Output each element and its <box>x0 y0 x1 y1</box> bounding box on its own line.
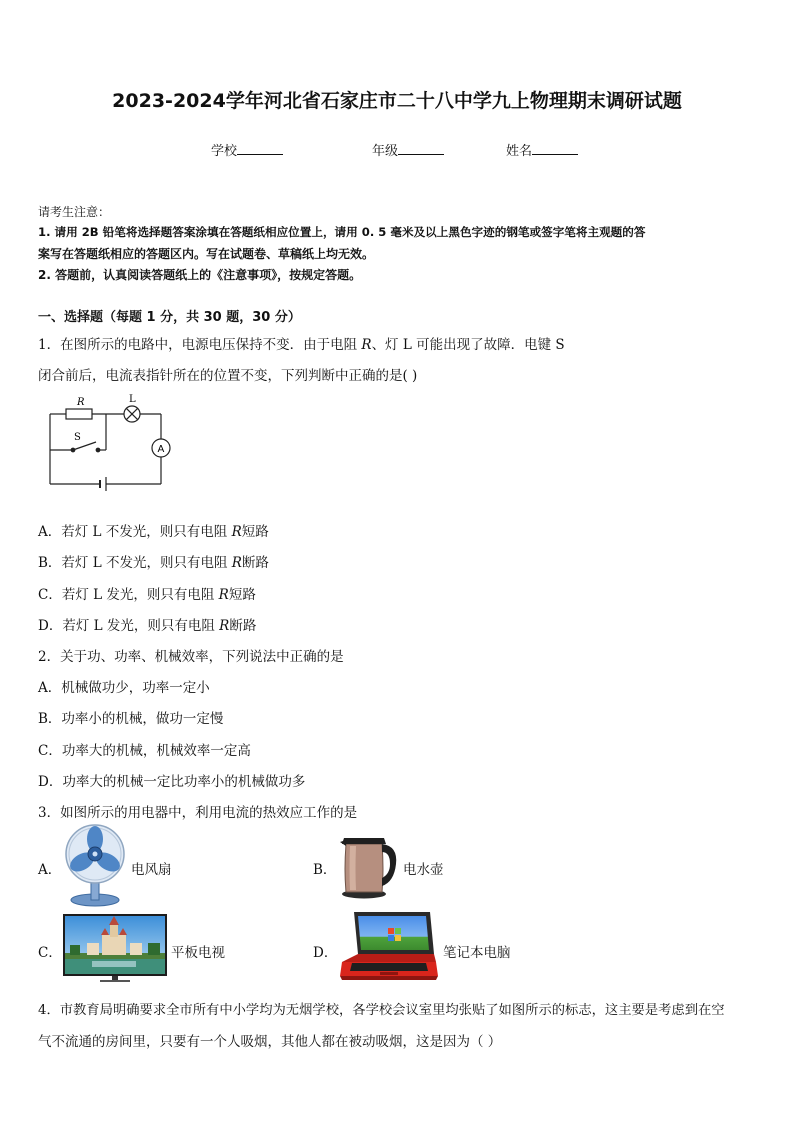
q1-option-c <box>38 583 256 603</box>
q3-option-d-letter: D． <box>313 945 338 961</box>
q2-option-b: B．功率小的机械，做功一定慢 <box>38 711 224 727</box>
school-field <box>211 140 283 159</box>
lamp-label: L <box>129 394 136 405</box>
ammeter-label: A <box>157 444 165 455</box>
q3-option-b-label: 电水壶 <box>403 862 444 878</box>
switch-label: S <box>74 432 81 443</box>
q1-option-d <box>38 614 256 634</box>
electric-fan-image <box>62 824 128 908</box>
q1-option-d-end: 断路 <box>229 618 257 634</box>
q1-stem-line2: 闭合前后，电流表指针所在的位置不变，下列判断中正确的是( ) <box>38 368 418 384</box>
q4-stem-line1: 4．市教育局明确要求全市所有中小学均为无烟学校，各学校会议室里均张贴了如图所示的标志，这主要是考虑到在空 <box>38 1003 725 1018</box>
q4-stem-line2: 气不流通的房间里，只要有一个人吸烟，其他人都在被动吸烟，这是因为（ ） <box>38 1034 502 1050</box>
exam-title: 2023-2024学年河北省石家庄市二十八中学九上物理期末调研试题 <box>112 90 682 112</box>
resistor-label: R <box>77 397 85 408</box>
q1-option-b-text: B．若灯 L 不发光，则只有电阻 <box>38 555 232 571</box>
q2-option-a: A．机械做功少，功率一定小 <box>38 680 210 696</box>
switch-symbol <box>73 442 96 450</box>
notice-item1-line1: 1. 请用 2B 铅笔将选择题答案涂填在答题纸相应位置上，请用 0. 5 毫米及以上黑色字迹的钢笔或签字笔将主观题的答 <box>38 225 646 239</box>
name-label: 姓名 <box>506 144 533 159</box>
notice-heading: 请考生注意： <box>38 205 111 219</box>
school-blank <box>237 142 283 155</box>
q1-option-c-text: C．若灯 L 发光，则只有电阻 <box>38 587 219 603</box>
q3-option-d-label: 笔记本电脑 <box>443 945 511 961</box>
q1-stem-part1: 1．在图所示的电路中，电源电压保持不变．由于电阻 <box>38 337 362 353</box>
q1-option-d-r: R <box>219 618 230 634</box>
circuit-diagram <box>44 392 178 494</box>
laptop-image <box>338 910 440 988</box>
q3-option-a-label: 电风扇 <box>131 862 172 878</box>
notice-item1-line2: 案写在答题纸相应的答题区内。写在试题卷、草稿纸上均无效。 <box>38 247 375 261</box>
q2-option-c: C．功率大的机械，机械效率一定高 <box>38 743 251 759</box>
q1-option-a-text: A．若灯 L 不发光，则只有电阻 <box>38 524 232 540</box>
flat-tv-image <box>62 913 168 983</box>
grade-blank <box>398 142 444 155</box>
q1-option-a-r: R <box>231 524 242 540</box>
q1-option-b-end: 断路 <box>241 555 269 571</box>
q1-option-a-end: 短路 <box>241 524 269 540</box>
q3-option-c-label: 平板电视 <box>171 945 225 961</box>
q3-option-b-letter: B． <box>313 862 337 878</box>
q1-option-c-end: 短路 <box>228 587 256 603</box>
notice-item2: 2. 答题前，认真阅读答题纸上的《注意事项》，按规定答题。 <box>38 268 362 282</box>
electric-kettle-image <box>338 830 400 900</box>
q1-option-b-r: R <box>231 555 242 571</box>
q1-option-c-r: R <box>218 587 229 603</box>
q1-option-a <box>38 520 269 540</box>
q1-stem-line1 <box>38 333 565 353</box>
q1-option-b <box>38 551 269 571</box>
q2-stem: 2．关于功、功率、机械效率，下列说法中正确的是 <box>38 649 344 665</box>
q1-option-d-text: D．若灯 L 发光，则只有电阻 <box>38 618 220 634</box>
q1-stem-part2: 、灯 L 可能出现了故障．电键 S <box>371 337 565 353</box>
school-label: 学校 <box>211 144 238 159</box>
name-field <box>506 140 578 159</box>
grade-label: 年级 <box>372 144 399 159</box>
section-heading: 一、选择题（每题 1 分，共 30 题，30 分） <box>38 310 301 325</box>
q3-option-c-letter: C． <box>38 945 62 961</box>
name-blank <box>532 142 578 155</box>
q3-option-a-letter: A． <box>38 862 62 878</box>
resistor-symbol <box>66 409 92 419</box>
grade-field <box>372 140 444 159</box>
q1-stem-r: R <box>361 337 372 353</box>
q3-stem: 3．如图所示的用电器中，利用电流的热效应工作的是 <box>38 805 358 821</box>
q2-option-d: D．功率大的机械一定比功率小的机械做功多 <box>38 774 306 790</box>
